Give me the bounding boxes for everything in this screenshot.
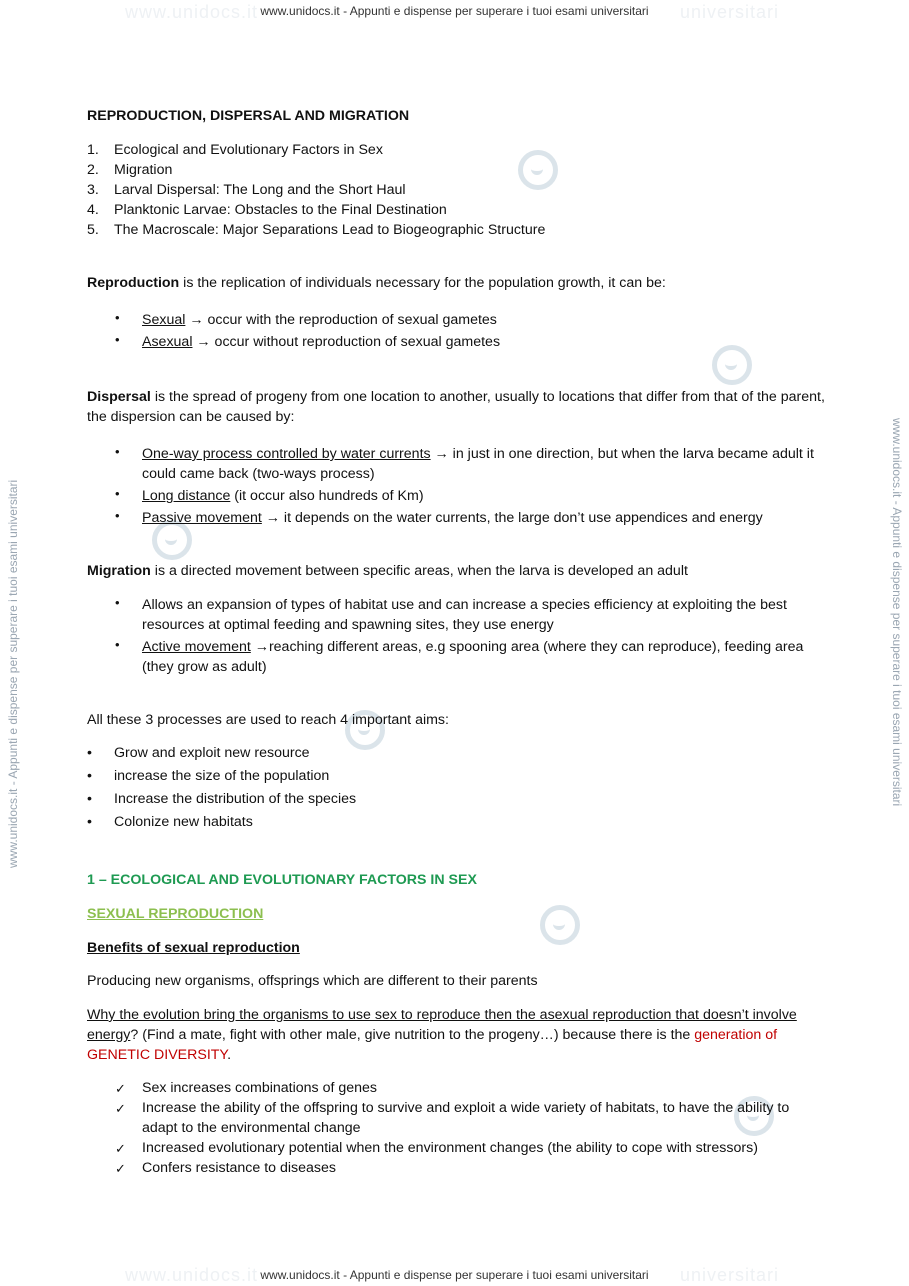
list-item bbox=[87, 812, 827, 832]
toc-text: The Macroscale: Major Separations Lead to Biogeographic Structure bbox=[114, 222, 546, 238]
toc-item bbox=[87, 160, 827, 180]
toc-item bbox=[87, 200, 827, 220]
bullet-icon: • bbox=[87, 768, 92, 784]
bullet-icon: • bbox=[115, 595, 120, 610]
list-item bbox=[87, 766, 827, 786]
dispersal-term: Dispersal bbox=[87, 389, 151, 405]
ghost-watermark-top-right: universitari bbox=[680, 2, 780, 22]
toc-item bbox=[87, 220, 827, 240]
item-label: Passive movement bbox=[142, 510, 262, 526]
bullet-icon: • bbox=[115, 486, 120, 501]
side-watermark-left: www.unidocs.it - Appunti e dispense per superare i tuoi esami universitari bbox=[6, 479, 20, 868]
item-label: Asexual bbox=[142, 334, 193, 350]
toc-text: Migration bbox=[114, 162, 173, 178]
toc-number: 2. bbox=[87, 162, 99, 178]
list-item bbox=[87, 743, 827, 763]
item-text: → in just in one direction, but when the larva became adult it could came back (two-ways process) bbox=[142, 446, 814, 482]
footer-watermark: www.unidocs.it - Appunti e dispense per superare i tuoi esami universitari bbox=[260, 1268, 649, 1282]
header-watermark: www.unidocs.it - Appunti e dispense per superare i tuoi esami universitari bbox=[260, 4, 649, 18]
item-text: Increase the ability of the offspring to survive and exploit a wide variety of habitats, to have the ability to adapt to the environmental change bbox=[142, 1100, 790, 1136]
bullet-icon: • bbox=[115, 637, 120, 652]
list-item bbox=[87, 486, 827, 506]
reproduction-term: Reproduction bbox=[87, 275, 180, 291]
why-paragraph bbox=[87, 1005, 827, 1065]
list-item bbox=[87, 1158, 827, 1178]
ghost-watermark-bottom-right: universitari bbox=[680, 1265, 780, 1285]
aims-list bbox=[87, 743, 827, 832]
bullet-icon: • bbox=[115, 444, 120, 459]
item-label: One-way process controlled by water currents bbox=[142, 446, 431, 462]
benefits-checklist bbox=[87, 1078, 827, 1178]
list-item bbox=[87, 637, 827, 677]
bullet-icon: • bbox=[87, 791, 92, 807]
item-text: Sex increases combinations of genes bbox=[142, 1080, 378, 1096]
toc-number: 1. bbox=[87, 142, 99, 158]
why-end: . bbox=[227, 1047, 232, 1063]
item-text: (it occur also hundreds of Km) bbox=[230, 488, 424, 504]
migration-definition bbox=[87, 561, 827, 581]
item-text: Colonize new habitats bbox=[114, 814, 253, 830]
bullet-icon: • bbox=[87, 745, 92, 761]
bullet-icon: • bbox=[115, 332, 120, 347]
item-text: Increased evolutionary potential when the environment changes (the ability to cope with stressors) bbox=[142, 1140, 758, 1156]
item-text: Confers resistance to diseases bbox=[142, 1160, 336, 1176]
item-text: increase the size of the population bbox=[114, 768, 330, 784]
table-of-contents bbox=[87, 140, 827, 240]
toc-number: 4. bbox=[87, 202, 99, 218]
why-text: ? (Find a mate, fight with other male, give nutrition to the progeny…) because there is the bbox=[130, 1027, 695, 1043]
toc-item bbox=[87, 140, 827, 160]
benefits-text: Producing new organisms, offsprings which are different to their parents bbox=[87, 973, 538, 989]
section-heading: 1 – ECOLOGICAL AND EVOLUTIONARY FACTORS IN SEX bbox=[87, 872, 477, 888]
reproduction-text: is the replication of individuals necessary for the population growth, it can be: bbox=[179, 275, 666, 291]
item-text: Increase the distribution of the species bbox=[114, 791, 357, 807]
list-item bbox=[87, 508, 827, 528]
item-label: Active movement bbox=[142, 639, 251, 655]
bullet-icon: • bbox=[115, 310, 120, 325]
item-text: → occur without reproduction of sexual gametes bbox=[192, 334, 501, 350]
toc-text: Ecological and Evolutionary Factors in Sex bbox=[114, 142, 383, 158]
side-watermark-right: www.unidocs.it - Appunti e dispense per superare i tuoi esami universitari bbox=[890, 418, 904, 807]
item-text: Grow and exploit new resource bbox=[114, 745, 310, 761]
document-title: REPRODUCTION, DISPERSAL AND MIGRATION bbox=[87, 108, 410, 124]
list-item bbox=[87, 1098, 827, 1138]
reproduction-list bbox=[87, 310, 827, 352]
toc-number: 5. bbox=[87, 222, 99, 238]
dispersal-list bbox=[87, 444, 827, 528]
item-text: Allows an expansion of types of habitat use and can increase a species efficiency at exploiting the best resources at optimal feeding and spawning sites, they use energy bbox=[142, 597, 787, 633]
dispersal-text: is the spread of progeny from one location to another, usually to locations that differ from that of the parent, the dispersion can be caused by: bbox=[87, 389, 825, 425]
item-text: →reaching different areas, e.g spooning area (where they can reproduce), feeding area (they grow as adult) bbox=[142, 639, 804, 675]
migration-term: Migration bbox=[87, 563, 151, 579]
list-item bbox=[87, 310, 827, 330]
check-icon: ✓ bbox=[115, 1081, 126, 1096]
list-item bbox=[87, 1078, 827, 1098]
ghost-watermark-top: www.unidocs.it bbox=[125, 2, 259, 22]
bullet-icon: • bbox=[87, 814, 92, 830]
ghost-watermark-bottom: www.unidocs.it bbox=[125, 1265, 259, 1285]
document-body bbox=[87, 106, 827, 1178]
toc-number: 3. bbox=[87, 182, 99, 198]
check-icon: ✓ bbox=[115, 1141, 126, 1156]
benefits-heading: Benefits of sexual reproduction bbox=[87, 940, 300, 956]
section-subheading: SEXUAL REPRODUCTION bbox=[87, 906, 264, 922]
genetic-diversity-highlight: generation of GENETIC DIVERSITY bbox=[87, 1027, 778, 1063]
why-question: Why the evolution bring the organisms to use sex to reproduce then the asexual reproduction that doesn’t involve energy bbox=[87, 1007, 797, 1043]
toc-text: Planktonic Larvae: Obstacles to the Final Destination bbox=[114, 202, 447, 218]
aims-intro: All these 3 processes are used to reach 4 important aims: bbox=[87, 712, 449, 728]
item-text: → occur with the reproduction of sexual gametes bbox=[185, 312, 497, 328]
check-icon: ✓ bbox=[115, 1161, 126, 1176]
item-label: Long distance bbox=[142, 488, 231, 504]
list-item bbox=[87, 595, 827, 635]
item-label: Sexual bbox=[142, 312, 186, 328]
dispersal-definition bbox=[87, 387, 827, 427]
toc-item bbox=[87, 180, 827, 200]
list-item bbox=[87, 789, 827, 809]
toc-text: Larval Dispersal: The Long and the Short Haul bbox=[114, 182, 406, 198]
list-item bbox=[87, 444, 827, 484]
check-icon: ✓ bbox=[115, 1101, 126, 1116]
list-item bbox=[87, 332, 827, 352]
migration-list bbox=[87, 595, 827, 677]
list-item bbox=[87, 1138, 827, 1158]
migration-text: is a directed movement between specific areas, when the larva is developed an adult bbox=[150, 563, 688, 579]
reproduction-definition bbox=[87, 273, 827, 293]
item-text: → it depends on the water currents, the large don’t use appendices and energy bbox=[261, 510, 763, 526]
bullet-icon: • bbox=[115, 508, 120, 523]
